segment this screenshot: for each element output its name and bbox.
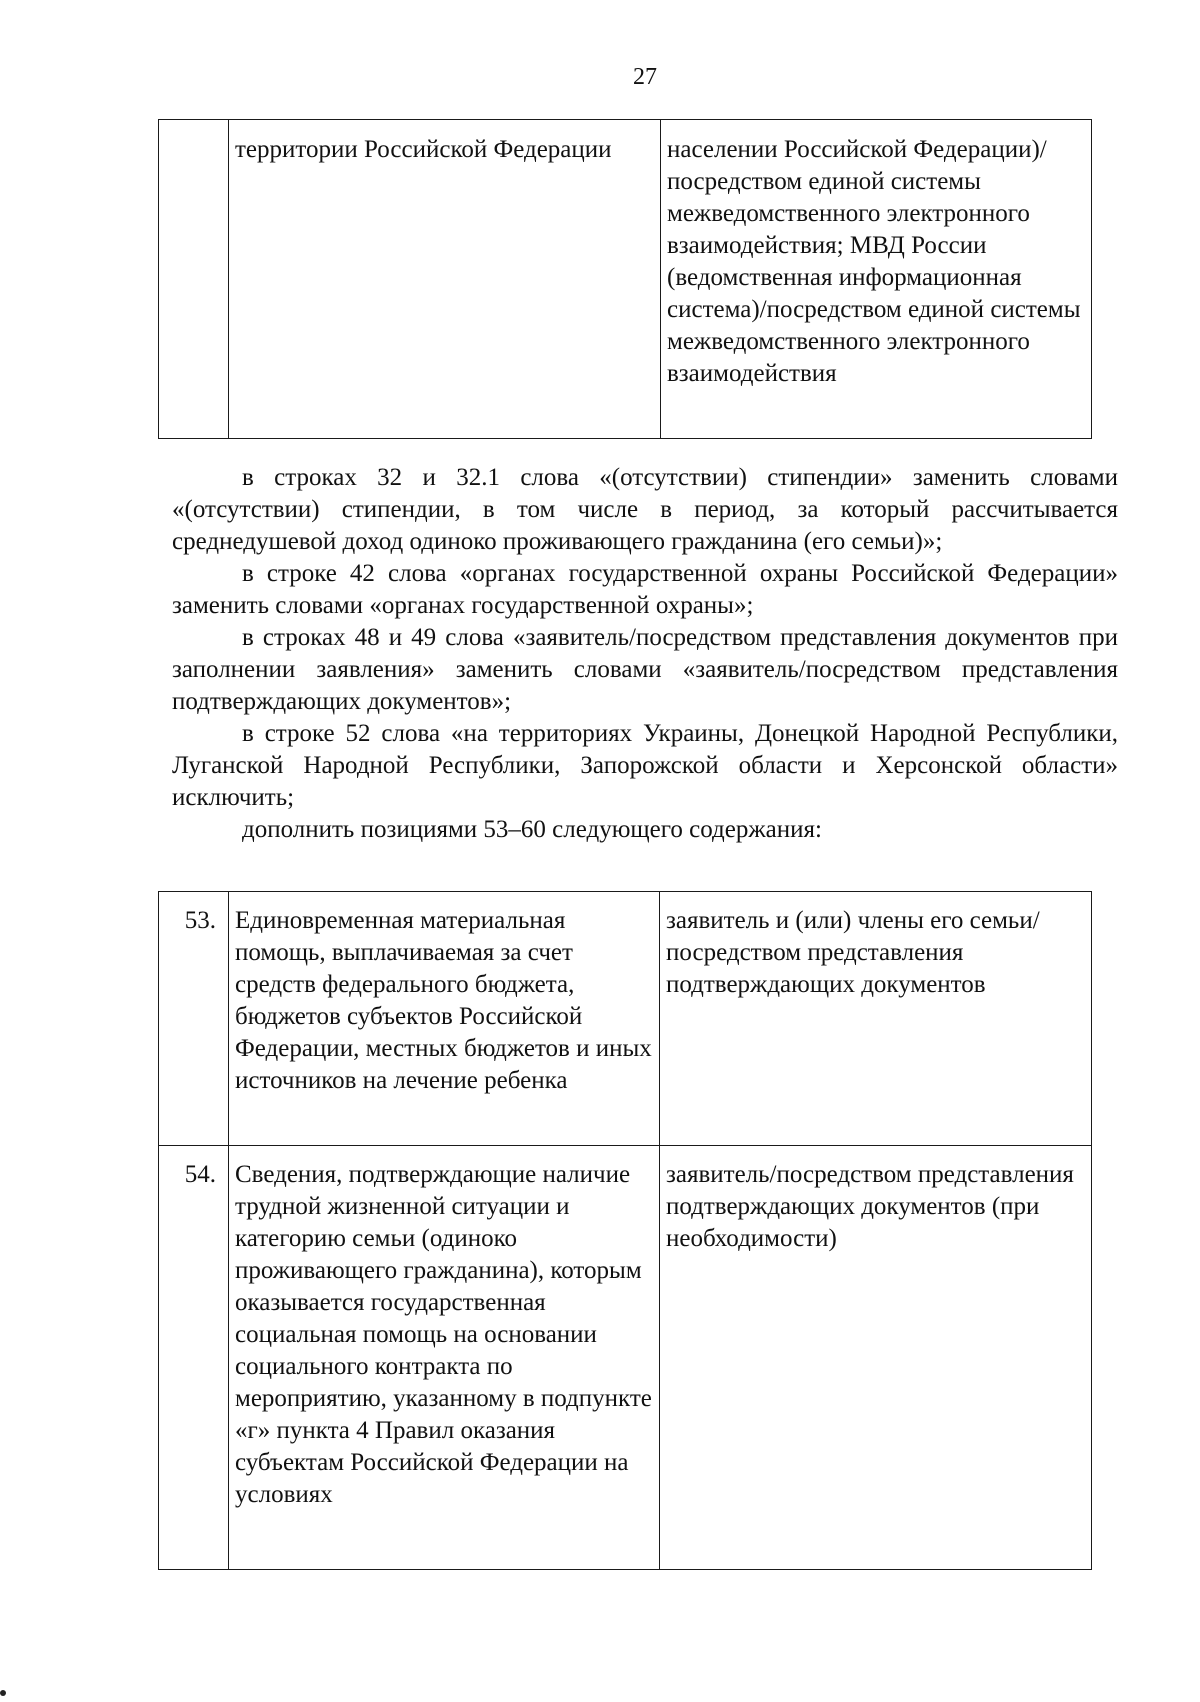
- positions-table: [158, 891, 1092, 1570]
- info-type-cell: [229, 120, 661, 439]
- info-type-cell: [229, 1146, 660, 1570]
- info-type-text: территории Российской Федерации: [235, 136, 612, 163]
- page-number: 27: [633, 64, 657, 90]
- info-type-text: Единовременная материальная помощь, выплачиваемая за счет средств федерального бюджета, бюджетов субъектов Российской Федерации, местных бюджетов и иных источников на лечение ребенка: [235, 907, 652, 1094]
- source-text: заявитель и (или) члены его семьи/посредством представления подтверждающих документов: [666, 907, 1040, 998]
- table-row: [159, 120, 1092, 439]
- source-text: заявитель/посредством представления подтверждающих документов (при необходимости): [666, 1161, 1074, 1252]
- table-row: [159, 1146, 1092, 1570]
- paragraph-rows-32: в строках 32 и 32.1 слова «(отсутствии) стипендии» заменить словами «(отсутствии) стипендии, в том числе в период, за который рассчитывается среднедушевой доход одиноко проживающего гражданина (его семьи)»;: [172, 464, 1118, 555]
- paragraph-row-42: в строке 42 слова «органах государственной охраны Российской Федерации» заменить словами «органах государственной охраны»;: [172, 560, 1118, 619]
- row-number-cell: 54.: [159, 1146, 229, 1570]
- source-cell: [660, 1146, 1092, 1570]
- amendments-text: [172, 462, 1118, 846]
- table-row: [159, 892, 1092, 1146]
- info-type-cell: [229, 892, 660, 1146]
- source-cell: [660, 892, 1092, 1146]
- source-cell: [661, 120, 1092, 439]
- info-type-text: Сведения, подтверждающие наличие трудной жизненной ситуации и категорию семьи (одиноко проживающего гражданина), которым оказывается государственная социальная помощь на основании социального контракта по мероприятию, указанному в подпункте «г» пункта 4 Правил оказания субъектам Российской Федерации на условиях: [235, 1161, 652, 1508]
- source-text: населении Российской Федерации)/посредством единой системы межведомственного электронного взаимодействия; МВД России (ведомственная информационная система)/посредством единой системы межведомственного электронного взаимодействия: [667, 136, 1081, 387]
- continued-table: [158, 119, 1092, 439]
- paragraph-add-positions: дополнить позициями 53–60 следующего содержания:: [242, 816, 822, 843]
- paragraph-row-52: в строке 52 слова «на территориях Украины, Донецкой Народной Республики, Луганской Народной Республики, Запорожской области и Херсонской области» исключить;: [172, 720, 1118, 811]
- row-number-cell: [159, 120, 229, 439]
- scan-artifact-dot: [0, 1690, 6, 1696]
- row-number-cell: 53.: [159, 892, 229, 1146]
- paragraph-rows-48-49: в строках 48 и 49 слова «заявитель/посредством представления документов при заполнении заявления» заменить словами «заявитель/посредством представления подтверждающих документов»;: [172, 624, 1118, 715]
